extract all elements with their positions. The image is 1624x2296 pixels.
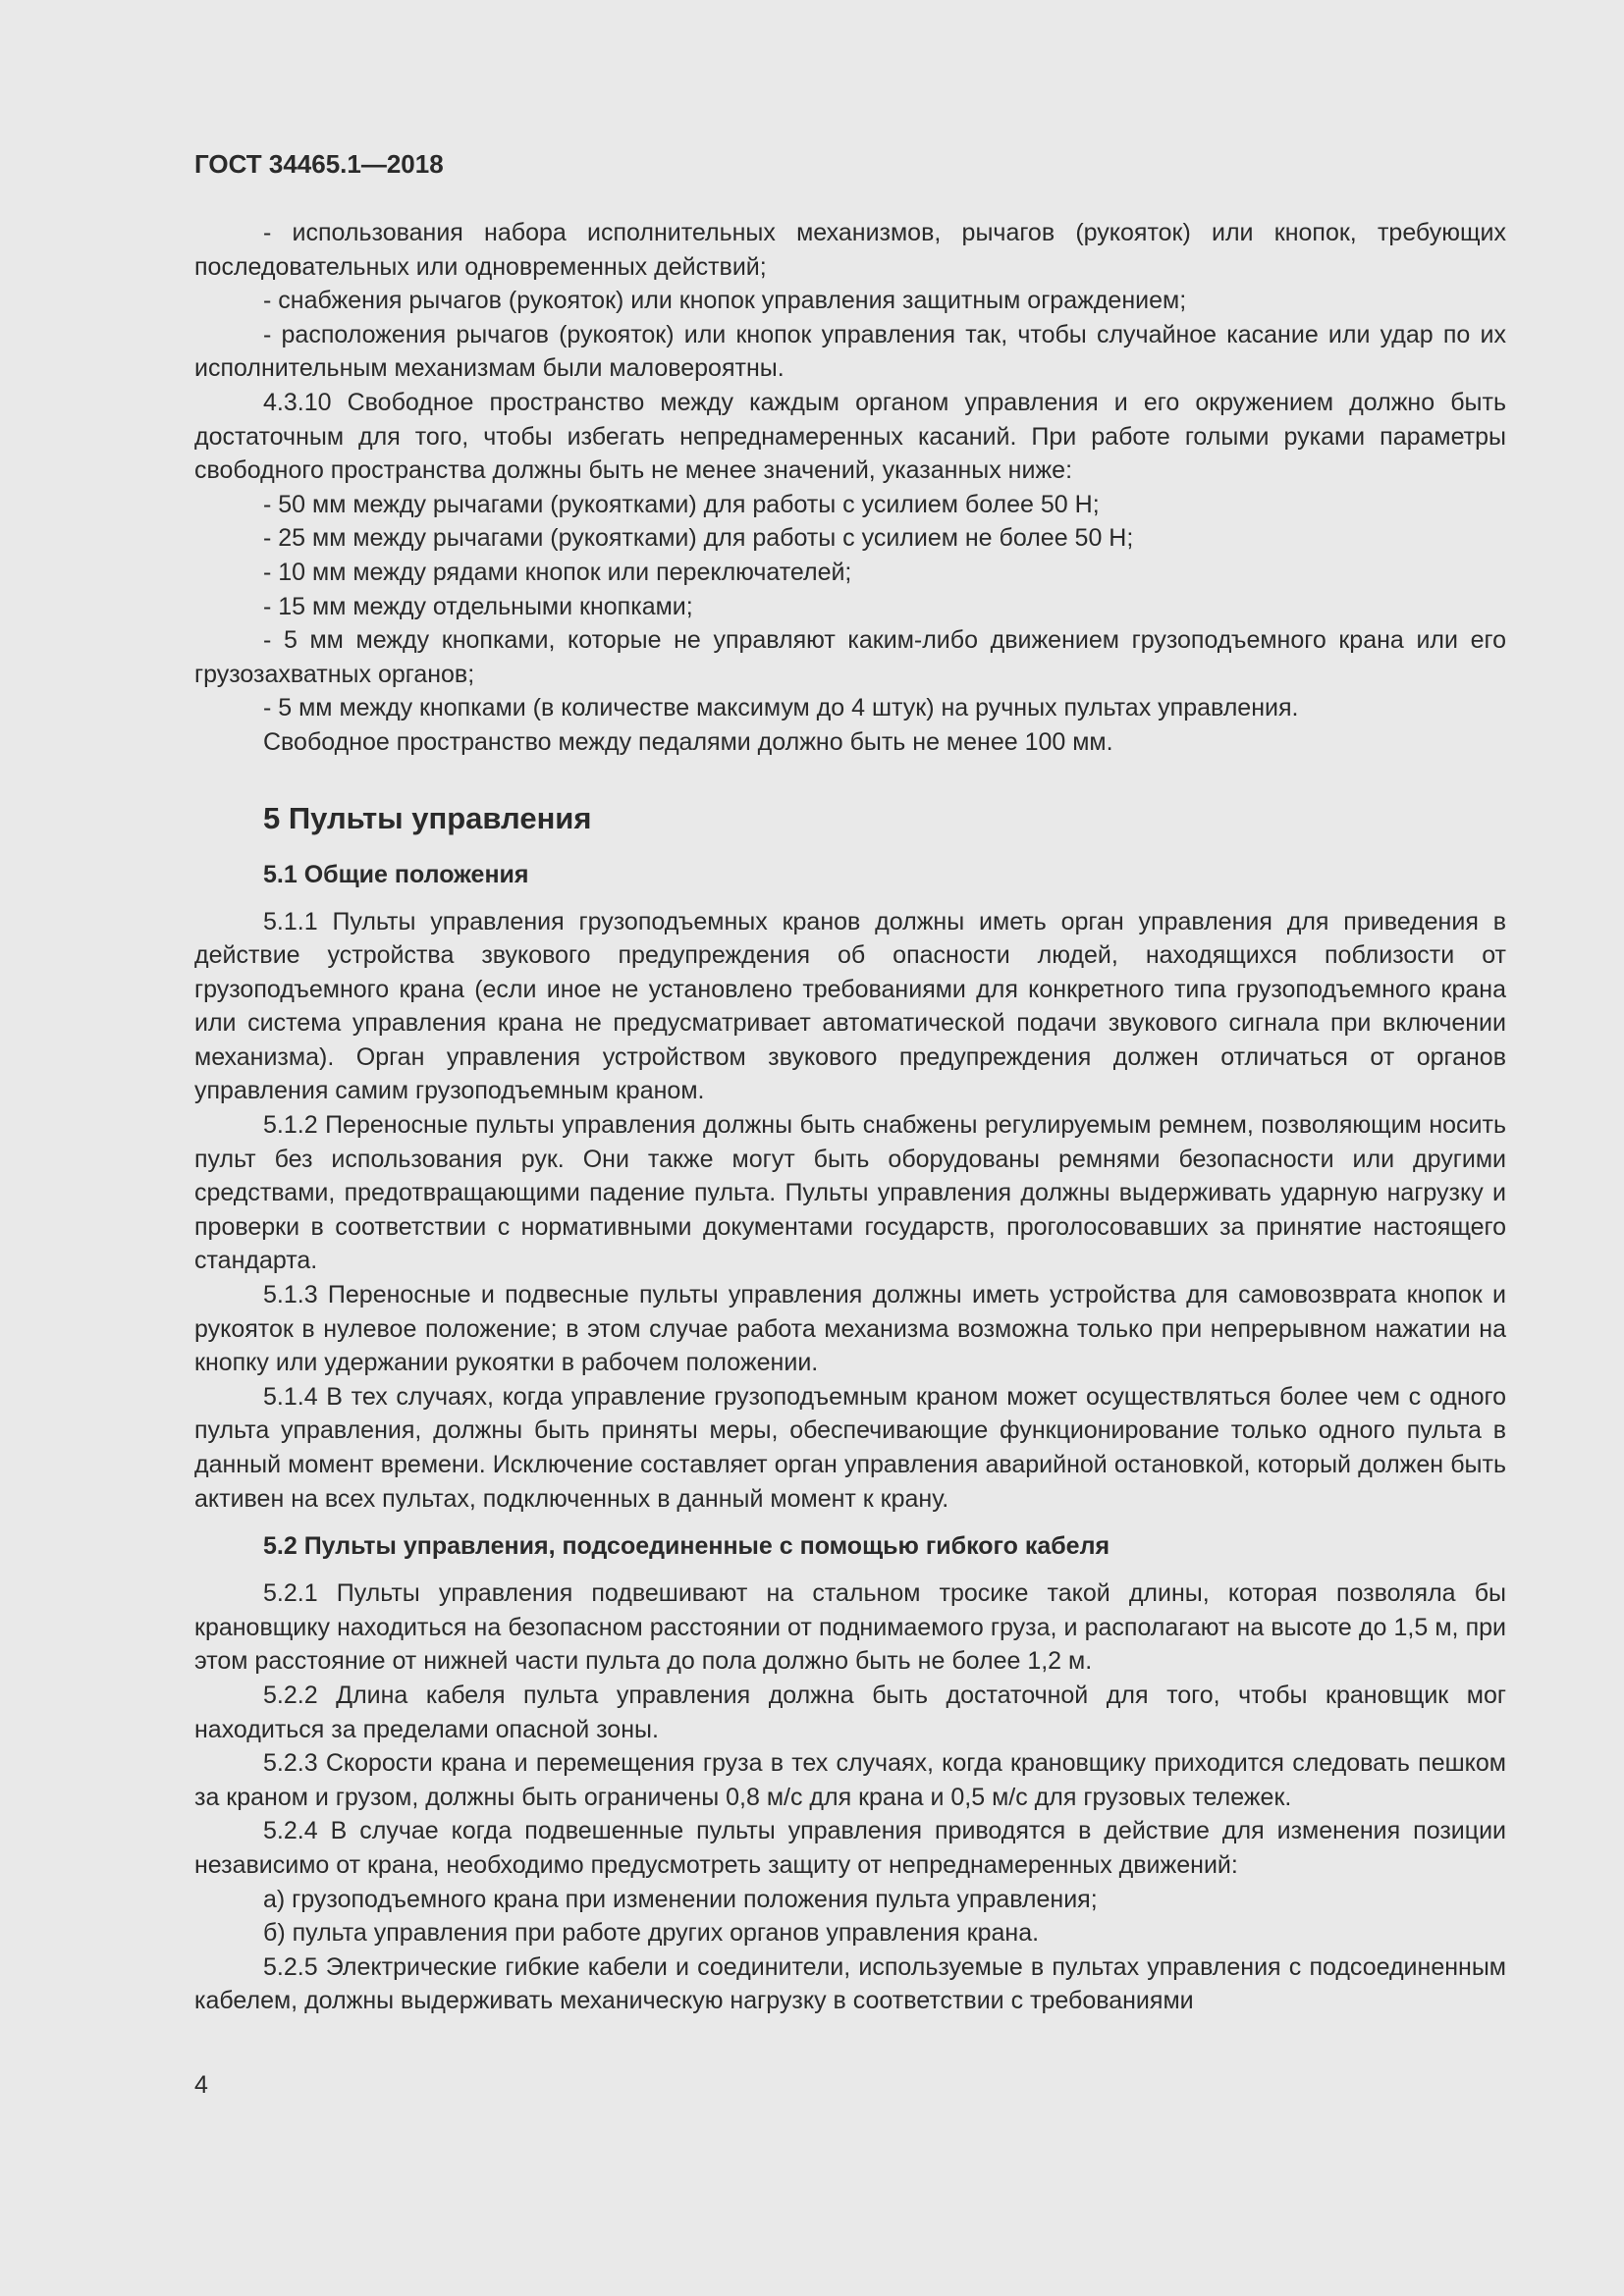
page-number: 4 (194, 2071, 208, 2099)
list-item: - 50 мм между рычагами (рукоятками) для работы с усилием более 50 Н; (263, 490, 1100, 518)
list-item: - 10 мм между рядами кнопок или переключателей; (263, 558, 852, 586)
list-item: - использования набора исполнительных механизмов, рычагов (рукояток) или кнопок, требующих последовательных или одновременных действий; (194, 219, 1506, 281)
paragraph-5-2-1: 5.2.1 Пульты управления подвешивают на стальном тросике такой длины, которая позволяла бы крановщику находиться на безопасном расстоянии от поднимаемого груза, и располагают на высоте до 1,5 м, при этом расстояние от нижней части пульта до пола должно быть не более 1,2 м. (194, 1579, 1506, 1676)
list-item: а) грузоподъемного крана при изменении положения пульта управления; (263, 1885, 1098, 1913)
paragraph-5-1-3: 5.1.3 Переносные и подвесные пульты управления должны иметь устройства для самовозврата кнопок и рукояток в нулевое положение; в этом случае работа механизма возможна только при непрерывном нажатии на кнопку или удержании рукоятки в рабочем положении. (194, 1281, 1506, 1377)
section-5-1-heading: 5.1 Общие положения (263, 860, 529, 888)
list-item: - расположения рычагов (рукояток) или кнопок управления так, чтобы случайное касание или удар по их исполнительным механизмам были маловероятны. (194, 320, 1506, 383)
paragraph-5-2-3: 5.2.3 Скорости крана и перемещения груза в тех случаях, когда крановщику приходится следовать пешком за краном и грузом, должны быть ограничены 0,8 м/с для крана и 0,5 м/с для грузовых тележек. (194, 1749, 1506, 1811)
paragraph-5-2-4: 5.2.4 В случае когда подвешенные пульты управления приводятся в действие для изменения позиции независимо от крана, необходимо предусмотреть защиту от непреднамеренных движений: (194, 1817, 1506, 1879)
paragraph-5-1-2: 5.1.2 Переносные пульты управления должны быть снабжены регулируемым ремнем, позволяющим носить пульт без использования рук. Они также могут быть оборудованы ремнями безопасности или другими средствами, предотвращающими падение пульта. Пульты управления должны выдерживать ударную нагрузку и проверки в соответствии с нормативными документами государств, проголосовавших за принятие настоящего стандарта. (194, 1111, 1506, 1275)
list-item: - 15 мм между отдельными кнопками; (263, 592, 693, 620)
section-5-heading: 5 Пульты управления (263, 800, 592, 835)
paragraph-5-2-2: 5.2.2 Длина кабеля пульта управления должна быть достаточной для того, чтобы крановщик мог находиться за пределами опасной зоны. (194, 1681, 1506, 1743)
paragraph-5-1-1: 5.1.1 Пульты управления грузоподъемных кранов должны иметь орган управления для приведения в действие устройства звукового предупреждения об опасности людей, находящихся поблизости от грузоподъемного крана (если иное не установлено требованиями для конкретного типа грузоподъемного крана или система управления крана не предусматривает автоматической подачи звукового сигнала при включении механизма). Орган управления устройством звукового предупреждения должен отличаться от органов управления самим грузоподъемным краном. (194, 907, 1506, 1105)
list-item: - снабжения рычагов (рукояток) или кнопок управления защитным ограждением; (263, 287, 1187, 315)
paragraph-4-3-10: 4.3.10 Свободное пространство между каждым органом управления и его окружением должно быть достаточным для того, чтобы избегать непреднамеренных касаний. При работе голыми руками параметры свободного пространства должны быть не менее значений, указанных ниже: (194, 388, 1506, 485)
list-item: б) пульта управления при работе других органов управления крана. (263, 1919, 1040, 1948)
document-header: ГОСТ 34465.1—2018 (194, 149, 444, 179)
list-item: - 5 мм между кнопками, которые не управляют каким-либо движением грузоподъемного крана или его грузозахватных органов; (194, 626, 1506, 688)
paragraph-5-2-5: 5.2.5 Электрические гибкие кабели и соединители, используемые в пультах управления с подсоединенным кабелем, должны выдерживать механическую нагрузку в соответствии с требованиями (194, 1952, 1506, 2015)
paragraph-5-1-4: 5.1.4 В тех случаях, когда управление грузоподъемным краном может осуществляться более чем с одного пульта управления, должны быть приняты меры, обеспечивающие функционирование только одного пульта в данный момент времени. Исключение составляет орган управления аварийной остановкой, который должен быть активен на всех пультах, подключенных в данный момент к крану. (194, 1382, 1506, 1513)
section-5-1-body (194, 905, 1506, 1517)
document-page (194, 147, 1506, 2018)
list-item: - 25 мм между рычагами (рукоятками) для работы с усилием не более 50 Н; (263, 524, 1134, 553)
list-item: - 5 мм между кнопками (в количестве максимум до 4 штук) на ручных пультах управления. (263, 694, 1299, 722)
section-5-2-body (194, 1576, 1506, 2018)
section-5-2-heading: 5.2 Пульты управления, подсоединенные с помощью гибкого кабеля (263, 1532, 1110, 1561)
paragraph-pedals: Свободное пространство между педалями должно быть не менее 100 мм. (263, 727, 1113, 756)
intro-block (194, 216, 1506, 760)
